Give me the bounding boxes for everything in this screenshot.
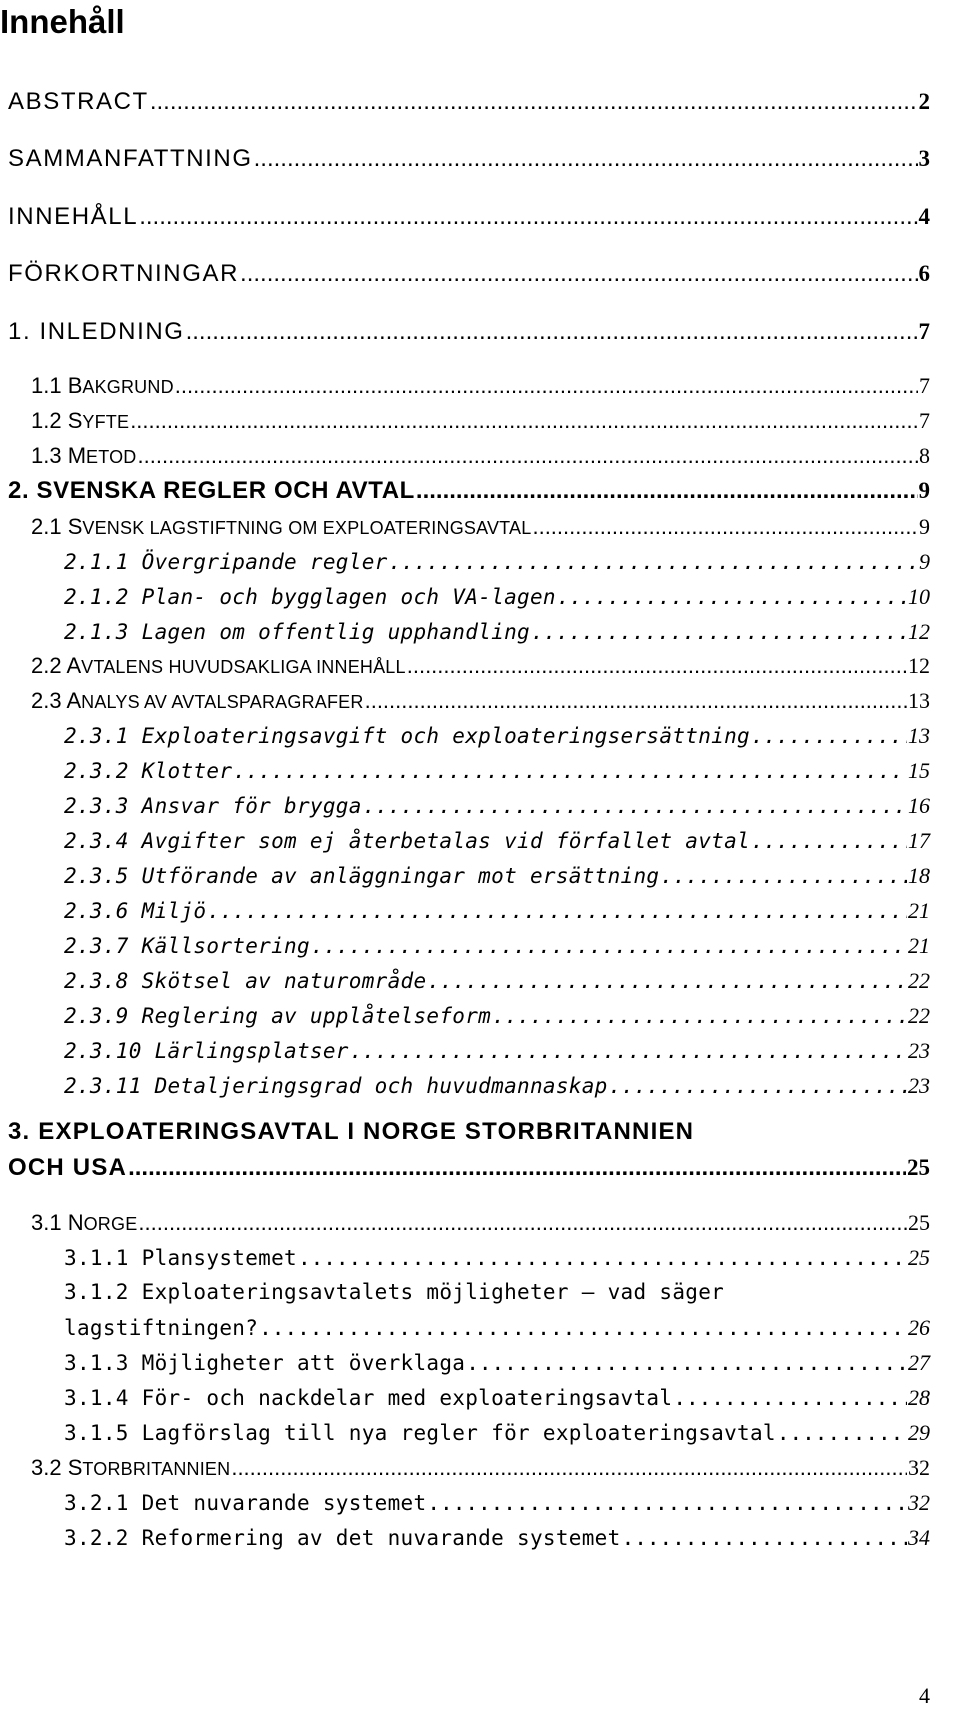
toc-entry-page: 6	[918, 261, 930, 286]
toc-leader	[622, 1526, 907, 1550]
toc-leader	[207, 899, 907, 923]
toc-entry-storbritannien[interactable]	[31, 1455, 930, 1481]
toc-entry-nuvarande-systemet[interactable]	[64, 1490, 930, 1516]
toc-leader	[311, 934, 907, 958]
toc-entry-page: 9	[919, 514, 930, 539]
toc-leader	[150, 88, 918, 116]
toc-entry-page: 7	[919, 373, 930, 398]
toc-entry-page: 29	[908, 1420, 930, 1445]
toc-entry-page: 10	[908, 584, 930, 609]
toc-entry-title: 2.3 ANALYS AV AVTALSPARAGRAFER	[31, 688, 364, 713]
toc-leader	[751, 724, 907, 748]
toc-entry-title: 3.2.2 Reformering av det nuvarande systemet	[64, 1526, 621, 1550]
toc-entry-reglering[interactable]	[64, 1003, 930, 1029]
toc-leader	[751, 829, 907, 853]
toc-entry-title: 2. SVENSKA REGLER OCH AVTAL	[8, 477, 415, 504]
toc-entry-page: 4	[918, 204, 930, 229]
toc-entry-page: 13	[908, 688, 930, 713]
toc-leader	[389, 550, 918, 574]
toc-entry-page: 7	[918, 319, 930, 344]
toc-leader	[175, 373, 918, 399]
toc-entry-page: 26	[908, 1315, 930, 1340]
toc-entry-ansvar-for-brygga[interactable]	[64, 793, 930, 819]
toc-entry-title: 2.3.4 Avgifter som ej återbetalas vid förfallet avtal	[64, 829, 750, 853]
toc-entry-page: 13	[908, 723, 930, 748]
toc-entry-abstract[interactable]	[8, 88, 930, 116]
toc-entry-metod[interactable]	[31, 443, 930, 469]
toc-leader	[240, 260, 917, 288]
toc-leader	[609, 1074, 907, 1098]
toc-entry-title: INNEHÅLL	[8, 203, 139, 230]
toc-entry-avgifter[interactable]	[64, 828, 930, 854]
toc-leader	[466, 1351, 907, 1375]
toc-entry-title: 2.3.1 Exploateringsavgift och exploateringsersättning	[64, 724, 750, 748]
toc-entry-miljo[interactable]	[64, 898, 930, 924]
toc-entry-exploateringsavgift[interactable]	[64, 723, 930, 749]
toc-leader	[365, 688, 907, 714]
toc-leader	[363, 794, 907, 818]
toc-entry-title: FÖRKORTNINGAR	[8, 260, 240, 287]
page-number: 4	[919, 1683, 930, 1708]
toc-entry-sammanfattning[interactable]	[8, 145, 930, 173]
toc-entry-page: 23	[908, 1038, 930, 1063]
toc-entry-page: 25	[908, 1210, 930, 1235]
toc-entry-page: 8	[919, 443, 930, 468]
toc-entry-page: 27	[908, 1350, 930, 1375]
toc-entry-title: 2.1 SVENSK LAGSTIFTNING OM EXPLOATERINGSAVTAL	[31, 514, 532, 539]
toc-leader	[130, 408, 918, 434]
toc-entry-analys[interactable]	[31, 688, 930, 714]
toc-entry-title: 2.3.11 Detaljeringsgrad och huvudmannaskap	[64, 1074, 608, 1098]
toc-entry-title: 1.2 SYFTE	[31, 408, 130, 433]
toc-entry-title: 2.3.7 Källsortering	[64, 934, 310, 958]
toc-entry-title: 2.3.9 Reglering av upplåtelseform	[64, 1004, 492, 1028]
toc-entry-page: 21	[908, 898, 930, 923]
toc-entry-svensk-lagstiftning[interactable]	[31, 514, 930, 540]
toc-leader	[231, 1455, 907, 1481]
toc-entry-title: 2.3.2 Klotter	[64, 759, 233, 783]
toc-entry-utforande[interactable]	[64, 863, 930, 889]
toc-leader	[128, 1154, 906, 1182]
toc-leader	[427, 1491, 907, 1515]
toc-entry-title: 3.2 STORBRITANNIEN	[31, 1455, 231, 1480]
toc-entry-inledning[interactable]	[8, 318, 930, 346]
toc-entry-title: OCH USA	[8, 1154, 128, 1181]
toc-leader	[492, 1004, 907, 1028]
toc-entry-title: 3.1.2 Exploateringsavtalets möjligheter – vad säger	[64, 1280, 725, 1304]
toc-entry-title: lagstiftningen?	[64, 1316, 259, 1340]
toc-entry-bakgrund[interactable]	[31, 373, 930, 399]
toc-entry-svenska-regler[interactable]	[8, 477, 930, 505]
toc-entry-title: 3.1.3 Möjligheter att överklaga	[64, 1351, 466, 1375]
toc-entry-page: 9	[918, 478, 930, 503]
toc-entry-innehall[interactable]	[8, 203, 930, 231]
toc-leader	[673, 1386, 907, 1410]
toc-leader	[532, 514, 918, 540]
toc-entry-page: 28	[908, 1385, 930, 1410]
toc-leader	[259, 1316, 907, 1340]
toc-entry-forkortningar[interactable]	[8, 260, 930, 288]
toc-entry-plansystemet[interactable]	[64, 1245, 930, 1271]
toc-entry-page: 23	[908, 1073, 930, 1098]
toc-entry-page: 21	[908, 933, 930, 958]
toc-leader	[531, 620, 907, 644]
toc-entry-page: 25	[908, 1245, 930, 1270]
toc-leader	[427, 969, 907, 993]
toc-entry-page: 12	[908, 653, 930, 678]
toc-entry-title: 2.2 AVTALENS HUVUDSAKLIGA INNEHÅLL	[31, 653, 406, 678]
toc-entry-page: 7	[919, 408, 930, 433]
toc-entry-page: 2	[918, 89, 930, 114]
toc-entry-mojligheter-line1[interactable]	[64, 1280, 930, 1304]
toc-leader	[777, 1421, 907, 1445]
toc-entry-title: 2.3.10 Lärlingsplatser	[64, 1039, 349, 1063]
toc-entry-mojligheter-line2[interactable]	[64, 1315, 930, 1341]
toc-entry-page: 3	[918, 146, 930, 171]
toc-entry-detaljeringsgrad[interactable]	[64, 1073, 930, 1099]
toc-leader	[416, 477, 918, 505]
toc-entry-title: 3.1.5 Lagförslag till nya regler för exploateringsavtal	[64, 1421, 776, 1445]
toc-entry-title: 2.3.3 Ansvar för brygga	[64, 794, 362, 818]
toc-leader	[254, 145, 918, 173]
toc-entry-norge[interactable]	[31, 1210, 930, 1236]
toc-entry-avtalens-innehall[interactable]	[31, 653, 930, 679]
toc-leader	[139, 203, 917, 231]
toc-entry-page: 9	[919, 549, 930, 574]
toc-entry-klotter[interactable]	[64, 758, 930, 784]
toc-entry-title: 2.3.6 Miljö	[64, 899, 207, 923]
toc-entry-skotsel[interactable]	[64, 968, 930, 994]
toc-leader	[138, 443, 918, 469]
toc-entry-exploateringsavtal-heading-line2[interactable]	[8, 1154, 930, 1182]
toc-entry-syfte[interactable]	[31, 408, 930, 434]
toc-entry-kallsortering[interactable]	[64, 933, 930, 959]
toc-entry-lagforslag[interactable]	[64, 1420, 930, 1446]
toc-leader	[557, 585, 907, 609]
toc-entry-page: 12	[908, 619, 930, 644]
toc-entry-page: 18	[908, 863, 930, 888]
toc-entry-page: 34	[908, 1525, 930, 1550]
page-title: Innehåll	[0, 3, 125, 40]
toc-entry-title: 3.1 NORGE	[31, 1210, 138, 1235]
toc-leader	[660, 864, 907, 888]
toc-entry-title: 2.1.2 Plan- och bygglagen och VA-lagen	[64, 585, 556, 609]
toc-entry-lagen-om-offentlig-upphandling[interactable]	[64, 619, 930, 645]
toc-entry-page: 32	[908, 1455, 930, 1480]
toc-entry-page: 16	[908, 793, 930, 818]
toc-leader	[138, 1210, 907, 1236]
toc-leader	[233, 759, 907, 783]
toc-leader	[186, 318, 918, 346]
toc-entry-title: ABSTRACT	[8, 88, 149, 115]
toc-entry-page: 22	[908, 1003, 930, 1028]
toc-leader	[350, 1039, 907, 1063]
toc-entry-for-och-nackdelar[interactable]	[64, 1385, 930, 1411]
toc-leader	[407, 653, 907, 679]
toc-entry-title: 2.3.5 Utförande av anläggningar mot ersättning	[64, 864, 660, 888]
toc-entry-page: 17	[908, 828, 930, 853]
toc-entry-reformering[interactable]	[64, 1525, 930, 1551]
toc-entry-title: SAMMANFATTNING	[8, 145, 253, 172]
toc-entry-exploateringsavtal-heading[interactable]	[8, 1118, 930, 1146]
toc-entry-page: 25	[907, 1155, 930, 1180]
toc-entry-title: 3.1.1 Plansystemet	[64, 1246, 297, 1270]
toc-entry-title: 2.1.3 Lagen om offentlig upphandling	[64, 620, 530, 644]
toc-entry-page: 32	[908, 1490, 930, 1515]
toc-entry-title: 1.3 METOD	[31, 443, 137, 468]
toc-entry-overklaga[interactable]	[64, 1350, 930, 1376]
toc-entry-larlingsplatser[interactable]	[64, 1038, 930, 1064]
toc-entry-title: 1.1 BAKGRUND	[31, 373, 174, 398]
toc-entry-page: 15	[908, 758, 930, 783]
toc-entry-plan-och-bygglagen[interactable]	[64, 584, 930, 610]
toc-entry-title: 3. EXPLOATERINGSAVTAL I NORGE STORBRITANNIEN	[8, 1118, 695, 1145]
toc-entry-title: 2.3.8 Skötsel av naturområde	[64, 969, 427, 993]
toc-entry-title: 2.1.1 Övergripande regler	[64, 550, 388, 574]
toc-entry-overgripande-regler[interactable]	[64, 549, 930, 575]
toc-entry-title: 1. INLEDNING	[8, 318, 185, 345]
toc-leader	[298, 1246, 907, 1270]
toc-entry-page: 22	[908, 968, 930, 993]
toc-entry-title: 3.1.4 För- och nackdelar med exploateringsavtal	[64, 1386, 673, 1410]
toc-entry-title: 3.2.1 Det nuvarande systemet	[64, 1491, 427, 1515]
